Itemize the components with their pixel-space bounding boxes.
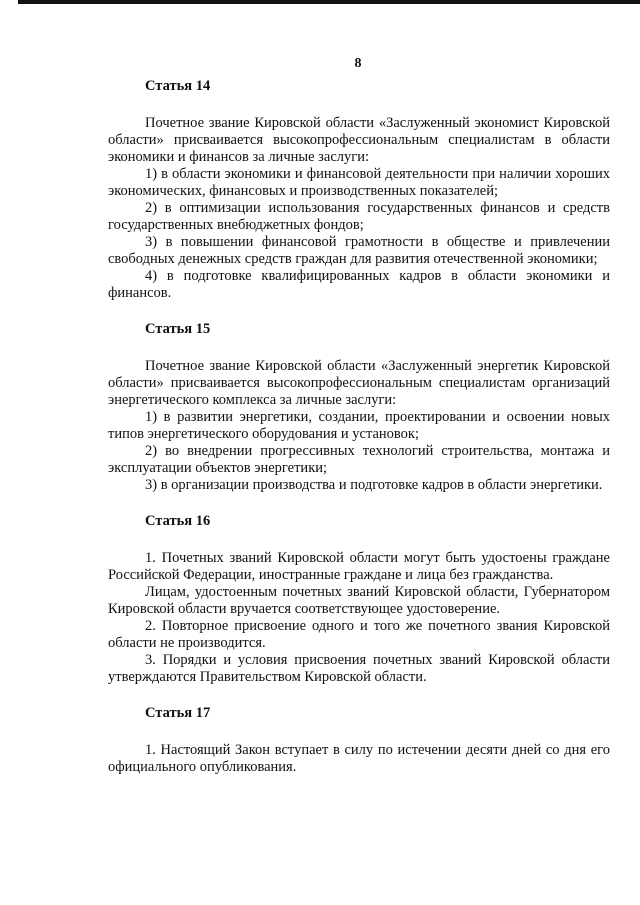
article-16-heading: Статья 16 xyxy=(145,513,211,529)
article-15-heading: Статья 15 xyxy=(145,321,211,337)
article-14-item-3: 3) в повышении финансовой грамотности в обществе и привлечении свободных денежных средств граждан для развития отечественной экономики; xyxy=(108,234,610,267)
article-17-heading: Статья 17 xyxy=(145,705,211,721)
article-14-heading: Статья 14 xyxy=(145,78,211,94)
article-14-item-1: 1) в области экономики и финансовой деятельности при наличии хороших экономических, финансовых и производственных показателей; xyxy=(108,166,610,199)
article-15-item-3: 3) в организации производства и подготовке кадров в области энергетики. xyxy=(145,477,603,493)
article-16-part-1: 1. Почетных званий Кировской области могут быть удостоены граждане Российской Федерации, иностранные граждане и лица без гражданства. xyxy=(108,550,610,583)
page-number: 8 xyxy=(354,56,362,71)
article-14-item-2: 2) в оптимизации использования государственных финансов и средств государственных внебюджетных фондов; xyxy=(108,200,610,233)
article-17-part-1: 1. Настоящий Закон вступает в силу по истечении десяти дней со дня его официального опубликования. xyxy=(108,742,610,775)
article-16-part-3: 3. Порядки и условия присвоения почетных званий Кировской области утверждаются Правительством Кировской области. xyxy=(108,652,610,685)
top-border-line xyxy=(18,0,640,4)
document-body xyxy=(108,78,610,776)
article-15-item-1: 1) в развитии энергетики, создании, проектировании и освоении новых типов энергетического оборудования и установок; xyxy=(108,409,610,442)
article-14-item-4: 4) в подготовке квалифицированных кадров в области экономики и финансов. xyxy=(108,268,610,301)
article-16-part-1-cont: Лицам, удостоенным почетных званий Кировской области, Губернатором Кировской области вручается соответствующее удостоверение. xyxy=(108,584,610,617)
article-15-item-2: 2) во внедрении прогрессивных технологий строительства, монтажа и эксплуатации объектов энергетики; xyxy=(108,443,610,476)
article-16-part-2: 2. Повторное присвоение одного и того же почетного звания Кировской области не производится. xyxy=(108,618,610,651)
article-15-paragraph: Почетное звание Кировской области «Заслуженный энергетик Кировской области» присваивается высокопрофессиональным специалистам организаций энергетического комплекса за личные заслуги: xyxy=(108,358,610,408)
article-14-paragraph: Почетное звание Кировской области «Заслуженный экономист Кировской области» присваивается высокопрофессиональным специалистам в области экономики и финансов за личные заслуги: xyxy=(108,115,610,165)
